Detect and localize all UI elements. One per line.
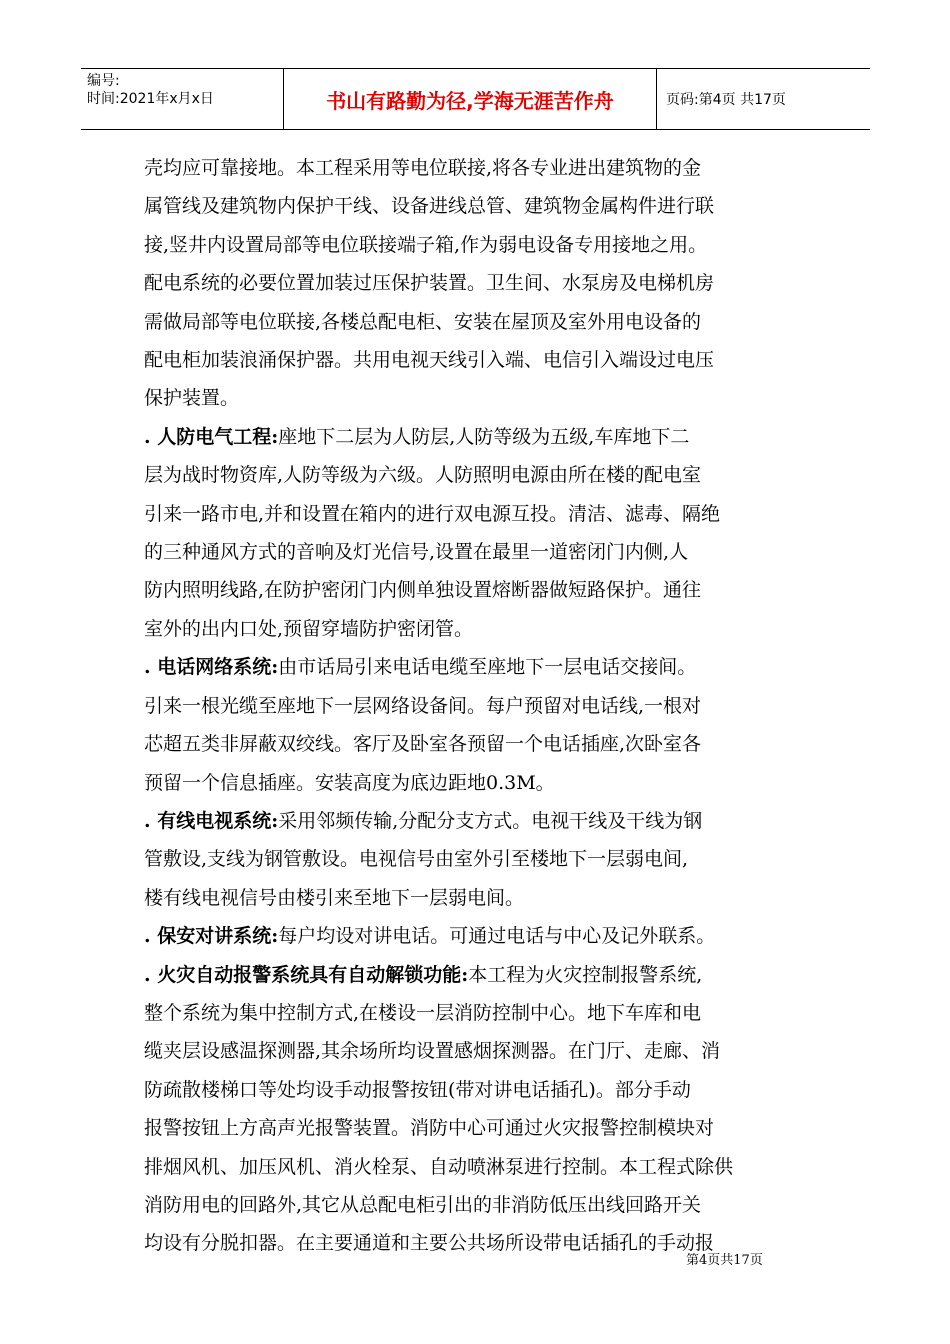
text-line: 需做局部等电位联接,各楼总配电柜、安装在屋顶及室外用电设备的 — [144, 310, 702, 333]
section-heading: . 有线电视系统: — [144, 809, 279, 832]
text-line: 均设有分脱扣器。在主要通道和主要公共场所设带电话插孔的手动报 — [144, 1232, 715, 1255]
text-line: 配电柜加装浪涌保护器。共用电视天线引入端、电信引入端设过电压 — [144, 349, 715, 372]
text-line — [144, 648, 814, 686]
section-heading: . 人防电气工程: — [144, 425, 279, 448]
time-label: 时间:2021年x月x日 — [87, 91, 214, 107]
text-line: 楼有线电视信号由楼引来至地下一层弱电间。 — [144, 886, 525, 909]
text-line: 管敷设,支线为钢管敷设。电视信号由室外引至楼地下一层弱电间, — [144, 848, 689, 871]
text-line — [144, 802, 814, 840]
paragraph-telephone-network — [144, 648, 814, 802]
number-label: 编号: — [87, 73, 120, 89]
motto: 书山有路勤为径,学海无涯苦作舟 — [283, 69, 657, 129]
document-body — [144, 149, 814, 1263]
section-heading: . 火灾自动报警系统具有自动解锁功能: — [144, 963, 469, 986]
text-line: 引来一根光缆至座地下一层网络设备间。每户预留对电话线,一根对 — [144, 694, 702, 717]
paragraph-security-intercom — [144, 917, 814, 955]
paragraph-0 — [144, 149, 814, 418]
text-line: 引来一路市电,并和设置在箱内的进行双电源互投。清洁、滤毒、隔绝 — [144, 502, 721, 525]
page-footer: 第4页共17页 — [686, 1253, 763, 1268]
text-line: 的三种通风方式的音响及灯光信号,设置在最里一道密闭门内侧,人 — [144, 541, 689, 564]
text-line: 壳均应可靠接地。本工程采用等电位联接,将各专业进出建筑物的金 — [144, 157, 702, 179]
text-line — [144, 956, 814, 994]
line-text: 座地下二层为人防层,人防等级为五级,车库地下二 — [278, 425, 690, 448]
paragraph-fire-alarm — [144, 956, 814, 1263]
paragraph-cable-tv — [144, 802, 814, 917]
section-heading: . 保安对讲系统: — [144, 925, 279, 948]
text-line: 排烟风机、加压风机、消火栓泵、自动喷淋泵进行控制。本工程式除供 — [144, 1155, 734, 1178]
line-text: 本工程为火灾控制报警系统, — [468, 963, 703, 986]
text-line: 保护装置。 — [144, 387, 240, 410]
page-header — [81, 68, 870, 130]
text-line: 防疏散楼梯口等处均设手动报警按钮(带对讲电话插孔)。部分手动 — [144, 1078, 691, 1101]
line-text: 采用邻频传输,分配分支方式。电视干线及干线为钢 — [278, 809, 703, 832]
text-line: 接,竖井内设置局部等电位联接端子箱,作为弱电设备专用接地之用。 — [144, 233, 708, 256]
line-text: 由市话局引来电话电缆至座地下一层电话交接间。 — [278, 656, 697, 679]
text-line: 防内照明线路,在防护密闭门内侧单独设置熔断器做短路保护。通往 — [144, 579, 702, 602]
header-info — [81, 69, 283, 129]
paragraph-civil-defense — [144, 418, 814, 648]
text-line: 消防用电的回路外,其它从总配电柜引出的非消防低压出线回路开关 — [144, 1193, 702, 1216]
text-line: 整个系统为集中控制方式,在楼设一层消防控制中心。地下车库和电 — [144, 1001, 702, 1024]
text-line: 室外的出内口处,预留穿墙防护密闭管。 — [144, 617, 474, 640]
text-line: 属管线及建筑物内保护干线、设备进线总管、建筑物金属构件进行联 — [144, 195, 715, 218]
text-line: 缆夹层设感温探测器,其余场所均设置感烟探测器。在门厅、走廊、消 — [144, 1040, 721, 1063]
section-heading: . 电话网络系统: — [144, 656, 279, 679]
text-line: 预留一个信息插座。安装高度为底边距地0.3M。 — [144, 771, 555, 794]
text-line: 层为战时物资库,人防等级为六级。人防照明电源由所在楼的配电室 — [144, 464, 702, 487]
text-line — [144, 917, 814, 955]
text-line: 配电系统的必要位置加装过压保护装置。卫生间、水泵房及电梯机房 — [144, 272, 715, 295]
text-line: 芯超五类非屏蔽双绞线。客厅及卧室各预留一个电话插座,次卧室各 — [144, 733, 702, 756]
page-indicator: 页码:第4页 共17页 — [666, 92, 786, 108]
text-line: 报警按钮上方高声光报警装置。消防中心可通过火灾报警控制模块对 — [144, 1117, 715, 1140]
line-text: 每户均设对讲电话。可通过电话与中心及记外联系。 — [278, 925, 716, 948]
text-line — [144, 418, 814, 456]
